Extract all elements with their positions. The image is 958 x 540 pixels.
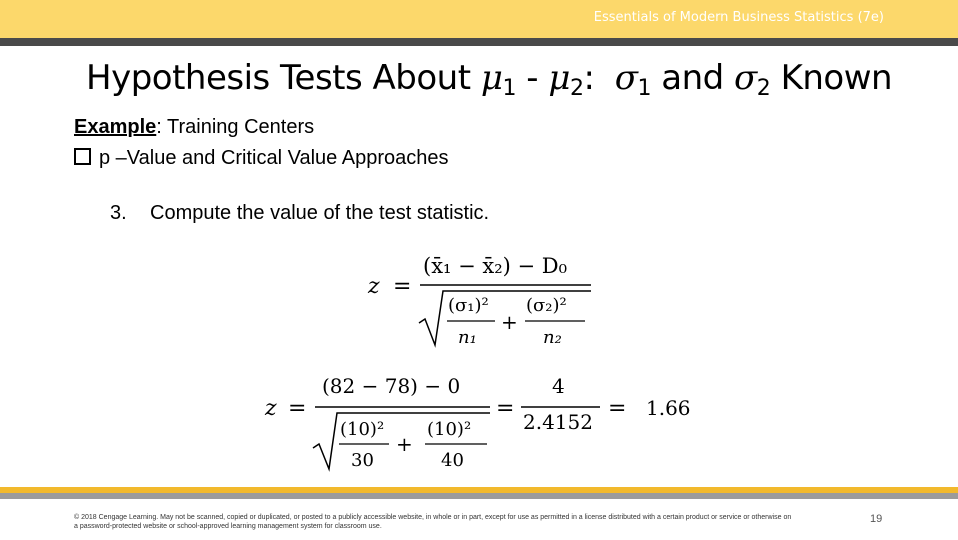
title-and: and	[650, 58, 735, 98]
header-band	[0, 0, 958, 38]
copyright-notice: © 2018 Cengage Learning. May not be scanned, copied or duplicated, or posted to a publicly accessible website, in whole or in part, except for use as permitted in a license distributed with a certain product or service or otherwise on a password-protected website or school-approved learning management system for classroom use.	[74, 514, 792, 530]
calc-frac-denominator: 2.4152	[523, 410, 593, 434]
general-z: z	[368, 274, 380, 299]
formula-area	[255, 245, 725, 475]
slide-title	[86, 58, 892, 101]
step-number: 3.	[110, 202, 127, 224]
footer-rule	[0, 493, 958, 499]
step-text: Compute the value of the test statistic.	[150, 202, 490, 224]
calc-z: z	[265, 396, 277, 421]
title-sub1: 1	[502, 76, 516, 101]
calc-plus: +	[396, 432, 413, 456]
general-sigma1: (σ₁)²	[448, 295, 489, 316]
calc-var1: (10)²	[340, 419, 385, 440]
calc-equals-2: =	[496, 396, 515, 421]
general-sigma2: (σ₂)²	[526, 295, 567, 316]
title-sub2: 2	[569, 76, 584, 101]
calc-n2: 40	[441, 450, 464, 471]
title-sigma2: σ	[734, 58, 757, 98]
general-n1: n₁	[458, 327, 477, 348]
example-label: Example	[74, 116, 157, 138]
bullet-text: p –Value and Critical Value Approaches	[99, 147, 449, 169]
calc-n1: 30	[351, 450, 374, 471]
title-known: Known	[770, 58, 893, 98]
example-line	[74, 116, 314, 139]
general-numerator: (x̄₁ − x̄₂) − D₀	[423, 254, 568, 278]
title-mu1: μ	[480, 58, 503, 98]
header-rule	[0, 38, 958, 46]
calc-var2: (10)²	[427, 419, 472, 440]
step-line	[110, 202, 489, 225]
title-sub4: 2	[756, 76, 771, 101]
title-colon: :	[583, 58, 605, 98]
formula-svg	[255, 245, 725, 475]
title-dash: -	[515, 58, 549, 98]
general-n2: n₂	[543, 327, 562, 348]
title-sub3: 1	[637, 76, 651, 101]
bullet-line	[74, 147, 448, 170]
page-number: 19	[870, 513, 883, 525]
example-text: : Training Centers	[156, 116, 315, 138]
calc-frac-numerator: 4	[552, 374, 565, 398]
title-prefix: Hypothesis Tests About	[86, 58, 481, 98]
calc-result: 1.66	[646, 396, 691, 420]
general-equals: =	[393, 274, 412, 299]
general-plus: +	[501, 310, 518, 334]
calc-numerator: (82 − 78) − 0	[322, 374, 461, 398]
course-title: Essentials of Modern Business Statistics (7e)	[593, 10, 884, 25]
checkbox-bullet-icon	[74, 148, 91, 165]
title-mu2: μ	[548, 58, 570, 98]
calc-equals-1: =	[288, 396, 307, 421]
title-sigma1: σ	[614, 58, 638, 98]
calc-equals-3: =	[608, 396, 627, 421]
